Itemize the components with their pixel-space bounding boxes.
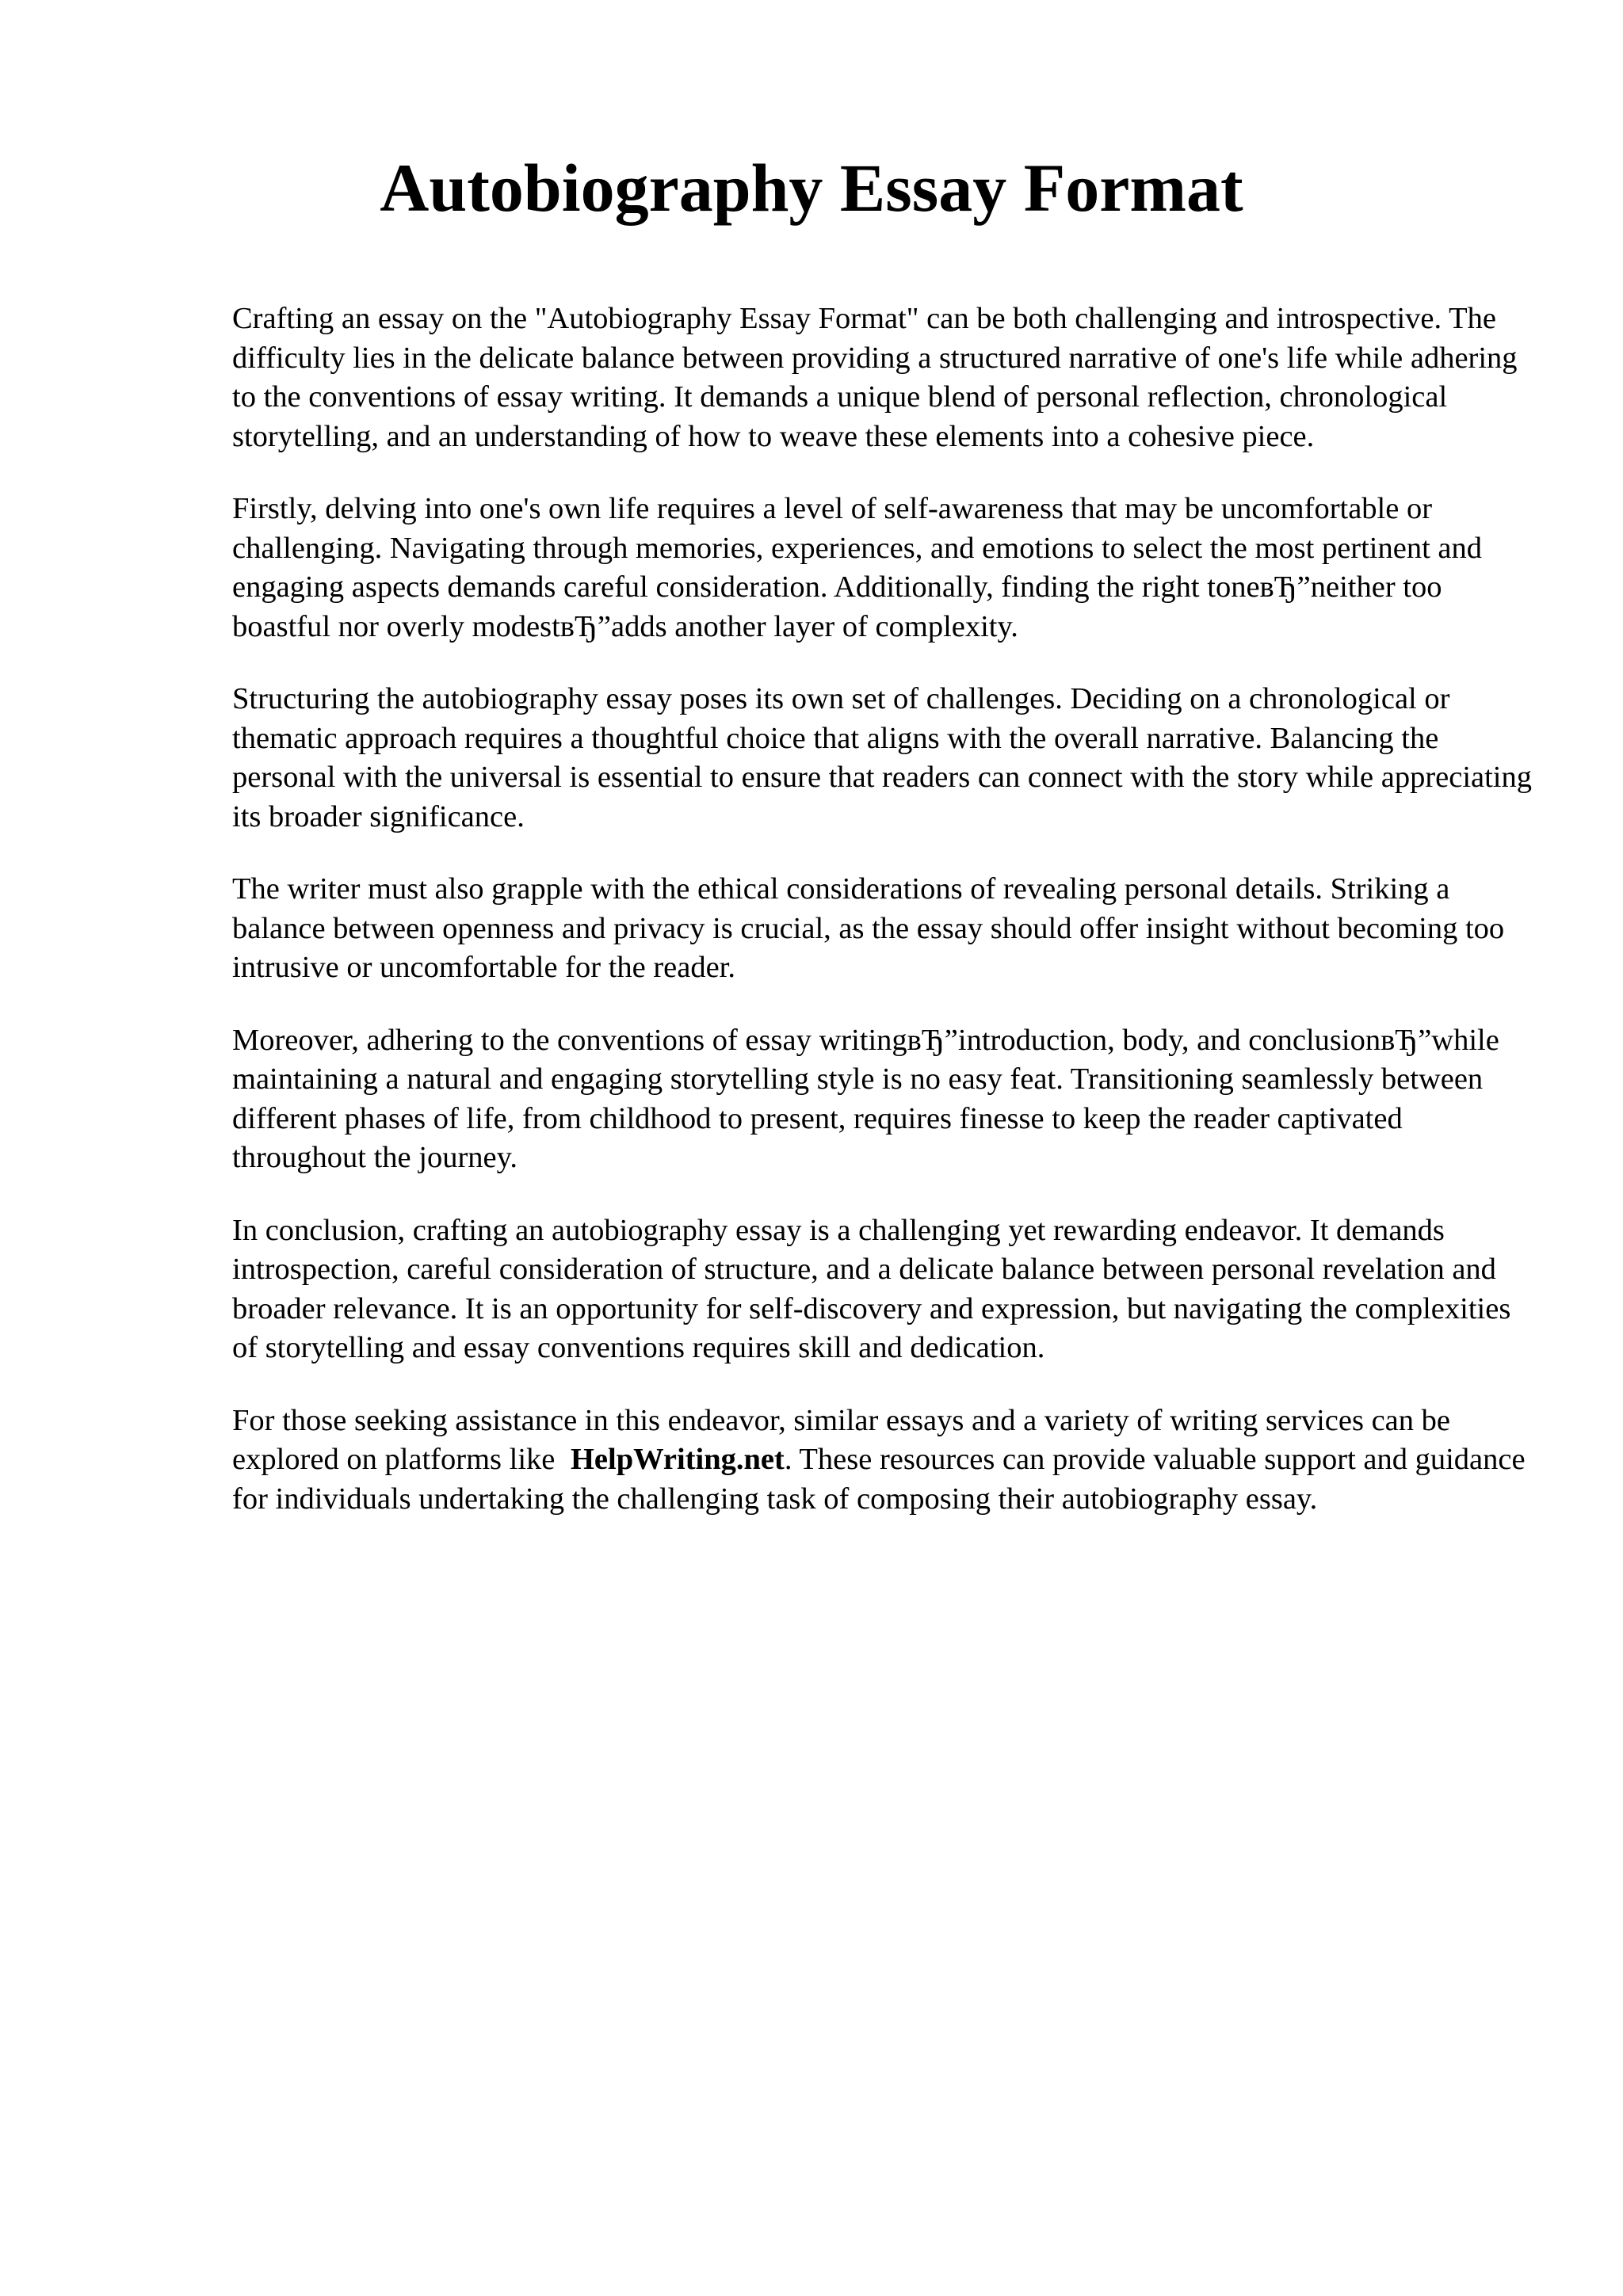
paragraph-assistance (232, 1402, 1540, 1520)
paragraph-self-awareness: Firstly, delving into one's own life requires a level of self-awareness that may be uncomfortable or challenging. Navigating through memories, experiences, and emotions to select the most pertinent and engaging aspects demands careful consideration. Additionally, finding the right toneвЂ”neither too boastful nor overly modestвЂ”adds another layer of complexity. (232, 492, 1482, 643)
paragraph-conclusion: In conclusion, crafting an autobiography essay is a challenging yet rewarding endeavor. It demands introspection, careful consideration of structure, and a delicate balance between personal revelation and broader relevance. It is an opportunity for self-discovery and expression, but navigating the complexities of storytelling and essay conventions requires skill and dedication. (232, 1213, 1511, 1364)
paragraph-ethics: The writer must also grapple with the ethical considerations of revealing personal details. Striking a balance between openness and privacy is crucial, as the essay should offer insight without becoming too intrusive or uncomfortable for the reader. (232, 872, 1505, 984)
brand-name: HelpWriting.net (570, 1443, 785, 1476)
paragraph-structuring: Structuring the autobiography essay poses its own set of challenges. Deciding on a chronological or thematic approach requires a thoughtful choice that aligns with the overall narrative. Balancing the personal with the universal is essential to ensure that readers can connect with the story while appreciating its broader significance. (232, 682, 1532, 833)
document-title: Autobiography Essay Format (380, 150, 1243, 226)
paragraph-conventions: Moreover, adhering to the conventions of essay writingвЂ”introduction, body, and conclusionвЂ”while maintaining a natural and engaging storytelling style is no easy feat. Transitioning seamlessly between different phases of life, from childhood to present, requires finesse to keep the reader captivated throughout the journey. (232, 1023, 1499, 1174)
assistance-text-after: . These resources can provide valuable support and guidance for individuals undertaking the challenging task of composing their autobiography essay. (232, 1443, 1526, 1516)
assistance-text-before: For those seeking assistance in this endeavor, similar essays and a variety of writing services can be explored on platforms like (232, 1403, 1450, 1476)
document-body (232, 299, 1540, 1552)
paragraph-intro: Crafting an essay on the "Autobiography Essay Format" can be both challenging and introspective. The difficulty lies in the delicate balance between providing a structured narrative of one's life while adhering to the conventions of essay writing. It demands a unique blend of personal reflection, chronological storytelling, and an understanding of how to weave these elements into a cohesive piece. (232, 302, 1518, 453)
